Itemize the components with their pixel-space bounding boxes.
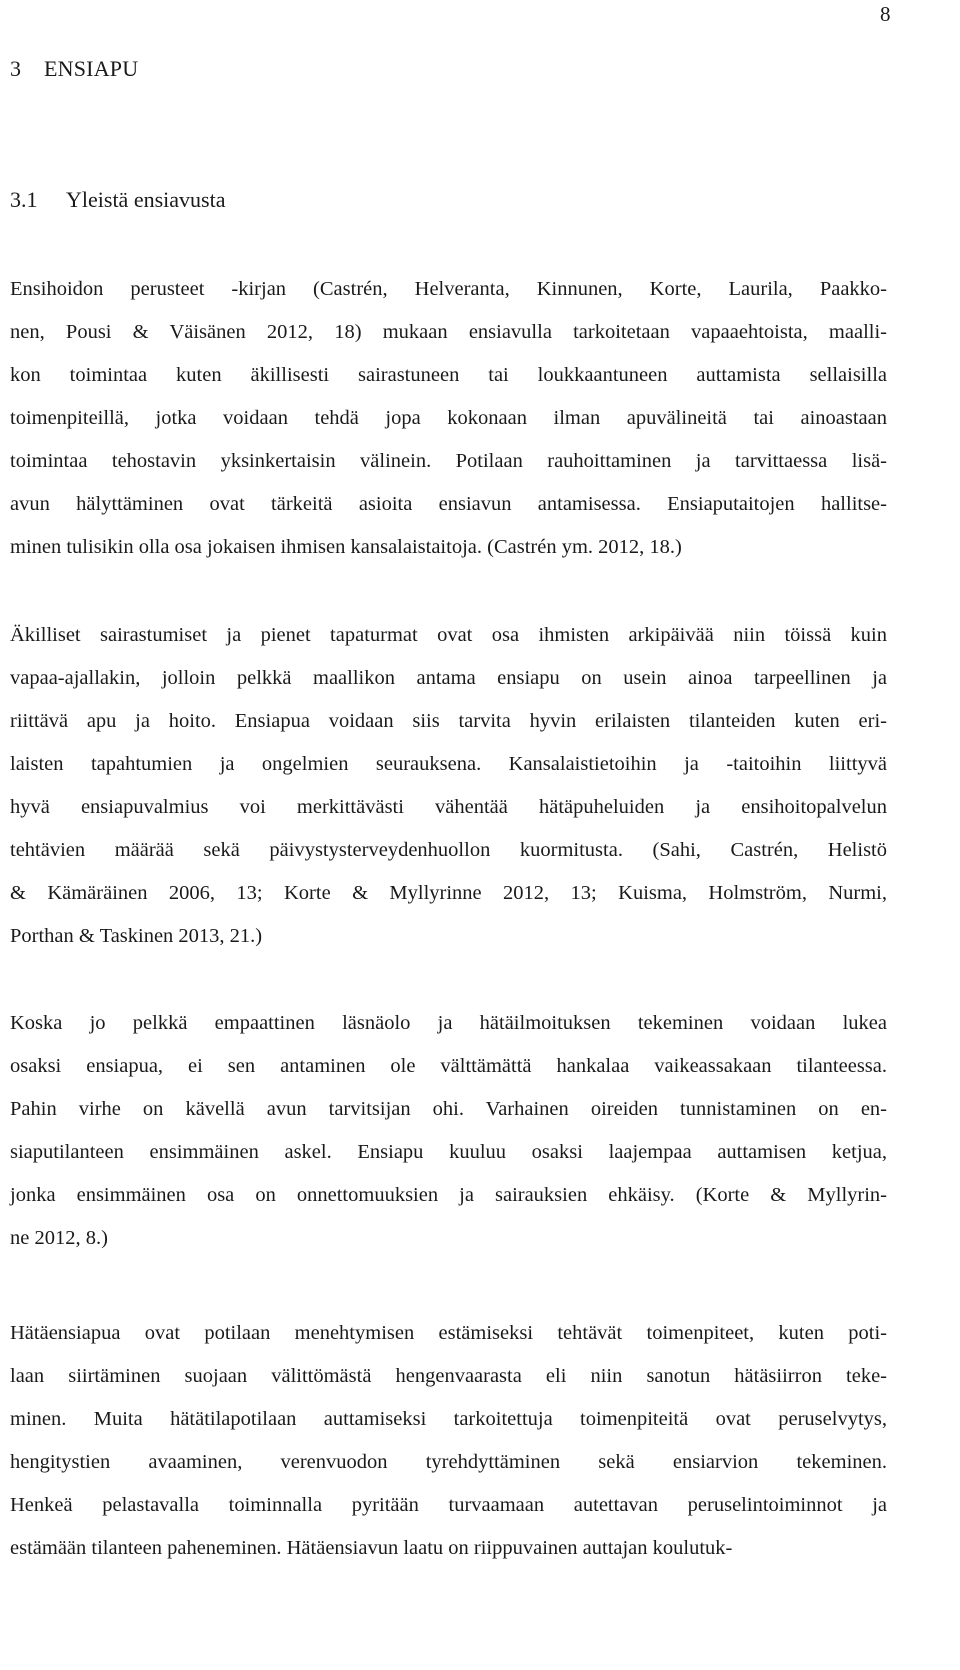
paragraph-line: nen, Pousi & Väisänen 2012, 18) mukaan ensiavulla tarkoitetaan vapaaehtoista, maalli- <box>10 321 887 343</box>
paragraph-1 <box>10 268 887 569</box>
chapter-number: 3 <box>10 56 22 81</box>
paragraph-line: kon toimintaa kuten äkillisesti sairastuneen tai loukkaantuneen auttamista sellaisilla <box>10 364 887 386</box>
paragraph-2 <box>10 614 887 958</box>
paragraph-line: vapaa-ajallakin, jolloin pelkkä maallikon antama ensiapu on usein ainoa tarpeellinen ja <box>10 667 887 689</box>
paragraph-line: Pahin virhe on kävellä avun tarvitsijan ohi. Varhainen oireiden tunnistaminen on en- <box>10 1098 887 1120</box>
paragraph-line: hyvä ensiapuvalmius voi merkittävästi vähentää hätäpuheluiden ja ensihoitopalvelun <box>10 796 887 818</box>
paragraph-line: tehtävien määrää sekä päivystysterveydenhuollon kuormitusta. (Sahi, Castrén, Helistö <box>10 839 887 861</box>
section-title-text: Yleistä ensiavusta <box>66 187 226 212</box>
paragraph-line: siaputilanteen ensimmäinen askel. Ensiapu kuuluu osaksi laajempaa auttamisen ketjua, <box>10 1141 887 1163</box>
paragraph-line: minen tulisikin olla osa jokaisen ihmisen kansalaistaitoja. (Castrén ym. 2012, 18.) <box>10 536 682 558</box>
section-heading <box>10 187 225 213</box>
chapter-title-text: ENSIAPU <box>44 56 139 81</box>
paragraph-line: Äkilliset sairastumiset ja pienet tapaturmat ovat osa ihmisten arkipäivää niin töissä kuin <box>10 624 887 646</box>
paragraph-line: toimenpiteillä, jotka voidaan tehdä jopa kokonaan ilman apuvälineitä tai ainoastaan <box>10 407 887 429</box>
paragraph-3 <box>10 1002 887 1260</box>
chapter-heading <box>10 56 138 82</box>
paragraph-line: osaksi ensiapua, ei sen antaminen ole välttämättä hankalaa vaikeassakaan tilanteessa. <box>10 1055 887 1077</box>
paragraph-line: Porthan & Taskinen 2013, 21.) <box>10 925 263 947</box>
paragraph-line: laisten tapahtumien ja ongelmien seurauksena. Kansalaistietoihin ja -taitoihin liittyvä <box>10 753 887 775</box>
page-number: 8 <box>880 2 891 26</box>
paragraph-line: Henkeä pelastavalla toiminnalla pyritään turvaamaan autettavan peruselintoiminnot ja <box>10 1494 887 1516</box>
section-number: 3.1 <box>10 187 38 212</box>
paragraph-line: Hätäensiapua ovat potilaan menehtymisen estämiseksi tehtävät toimenpiteet, kuten poti- <box>10 1322 887 1344</box>
paragraph-line: laan siirtäminen suojaan välittömästä hengenvaarasta eli niin sanotun hätäsiirron teke- <box>10 1365 887 1387</box>
paragraph-line: Ensihoidon perusteet -kirjan (Castrén, Helveranta, Kinnunen, Korte, Laurila, Paakko- <box>10 278 887 300</box>
paragraph-line: minen. Muita hätätilapotilaan auttamiseksi tarkoitettuja toimenpiteitä ovat peruselvytys, <box>10 1408 887 1430</box>
paragraph-line: avun hälyttäminen ovat tärkeitä asioita ensiavun antamisessa. Ensiaputaitojen hallitse- <box>10 493 887 515</box>
paragraph-line: riittävä apu ja hoito. Ensiapua voidaan siis tarvita hyvin erilaisten tilanteiden kuten eri- <box>10 710 887 732</box>
paragraph-line: estämään tilanteen paheneminen. Hätäensiavun laatu on riippuvainen auttajan koulutuk- <box>10 1537 733 1559</box>
paragraph-line: Koska jo pelkkä empaattinen läsnäolo ja hätäilmoituksen tekeminen voidaan lukea <box>10 1012 887 1034</box>
paragraph-line: ne 2012, 8.) <box>10 1227 108 1249</box>
paragraph-line: hengitystien avaaminen, verenvuodon tyrehdyttäminen sekä ensiarvion tekeminen. <box>10 1451 887 1473</box>
paragraph-line: toimintaa tehostavin yksinkertaisin välinein. Potilaan rauhoittaminen ja tarvittaessa lisä- <box>10 450 887 472</box>
paragraph-4 <box>10 1312 887 1570</box>
paragraph-line: jonka ensimmäinen osa on onnettomuuksien ja sairauksien ehkäisy. (Korte & Myllyrin- <box>10 1184 887 1206</box>
paragraph-line: & Kämäräinen 2006, 13; Korte & Myllyrinne 2012, 13; Kuisma, Holmström, Nurmi, <box>10 882 887 904</box>
